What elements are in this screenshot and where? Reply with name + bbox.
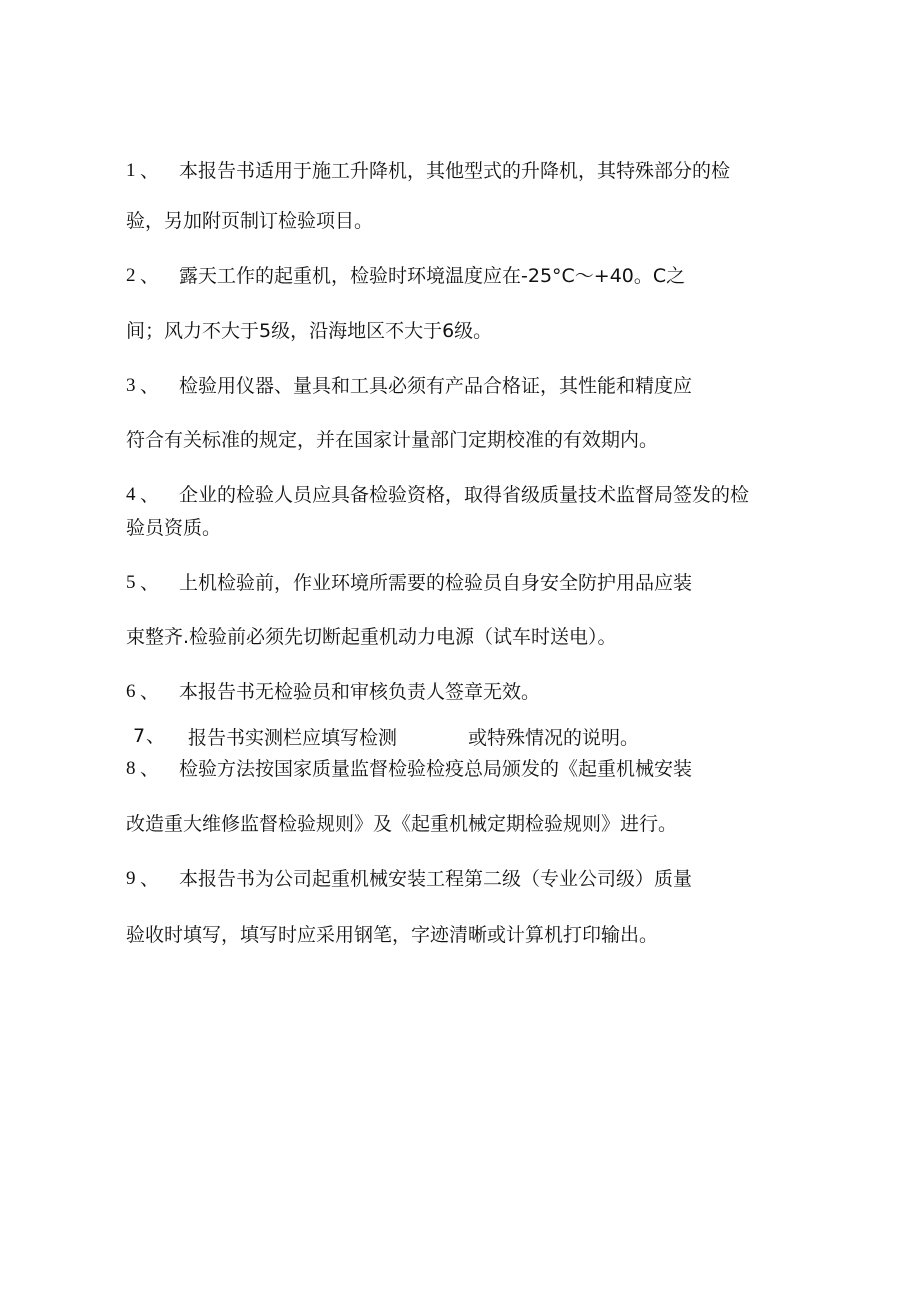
item-7-separator: 、 xyxy=(146,725,166,747)
item-3-line-2: 符合有关标准的规定，并在国家计量部门定期校准的有效期内。 xyxy=(126,429,659,451)
item-4-line-1: 企业的检验人员应具备检验资格，取得省级质量技术监督局签发的检 xyxy=(179,484,750,506)
item-9-number: 9 xyxy=(126,868,136,889)
item-4-line-2: 验员资质。 xyxy=(126,517,222,539)
item-2-number: 2 xyxy=(126,265,136,286)
item-2-line-2: 间；风力不大于5级，沿海地区不大于6级。 xyxy=(126,320,493,342)
item-1-separator: 、 xyxy=(140,160,160,182)
item-9-line-1: 本报告书为公司起重机械安装工程第二级（专业公司级）质量 xyxy=(179,868,693,890)
item-2-line-1: 露天工作的起重机，检验时环境温度应在-25°C～+40。C之 xyxy=(179,265,686,287)
item-7-number: 7 xyxy=(133,725,146,747)
item-8-number: 8 xyxy=(126,758,136,779)
item-6-number: 6 xyxy=(126,681,136,702)
item-1-line-1: 本报告书适用于施工升降机，其他型式的升降机，其特殊部分的检 xyxy=(179,160,731,182)
item-3-number: 3 xyxy=(126,375,136,396)
item-8-separator: 、 xyxy=(140,758,160,780)
item-4-number: 4 xyxy=(126,484,136,505)
item-7-line-1-part-1: 报告书实测栏应填写检测 xyxy=(188,727,398,749)
item-6-separator: 、 xyxy=(140,681,160,703)
item-7-line-1-part-2: 或特殊情况的说明。 xyxy=(468,727,640,749)
item-5-number: 5 xyxy=(126,572,136,593)
item-1-line-2: 验，另加附页制订检验项目。 xyxy=(126,210,374,232)
item-4-separator: 、 xyxy=(140,484,160,506)
item-6-line-1: 本报告书无检验员和审核负责人签章无效。 xyxy=(179,681,541,703)
item-5-separator: 、 xyxy=(140,572,160,594)
item-3-line-1: 检验用仪器、量具和工具必须有产品合格证，其性能和精度应 xyxy=(179,375,693,397)
item-5-line-2: 束整齐.检验前必须先切断起重机动力电源（试车时送电）。 xyxy=(126,626,617,648)
item-8-line-2: 改造重大维修监督检验规则》及《起重机械定期检验规则》进行。 xyxy=(126,813,678,835)
item-3-separator: 、 xyxy=(140,375,160,397)
item-9-separator: 、 xyxy=(140,868,160,890)
item-9-line-2: 验收时填写，填写时应采用钢笔，字迹清晰或计算机打印输出。 xyxy=(126,924,659,946)
item-8-line-1: 检验方法按国家质量监督检验检疫总局颁发的《起重机械安装 xyxy=(179,758,693,780)
item-5-line-1: 上机检验前，作业环境所需要的检验员自身安全防护用品应装 xyxy=(179,572,693,594)
item-2-separator: 、 xyxy=(140,265,160,287)
item-1-number: 1 xyxy=(126,160,136,181)
